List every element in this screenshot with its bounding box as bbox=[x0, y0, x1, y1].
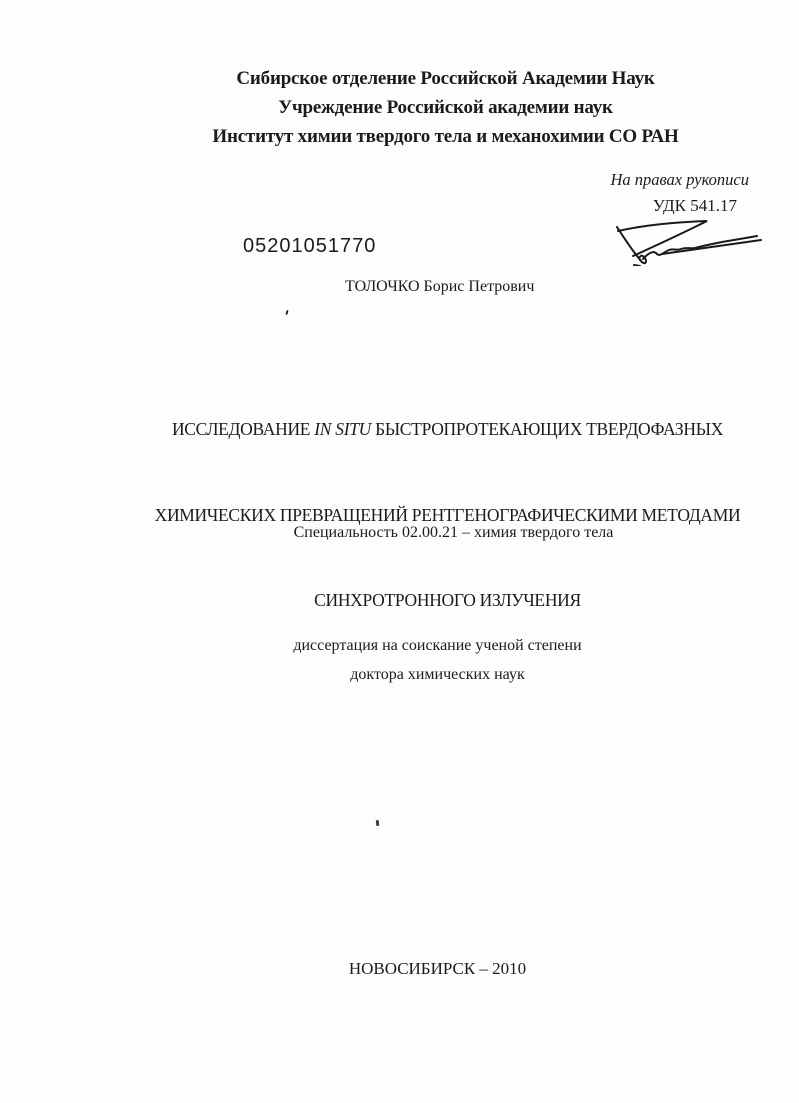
title-line-1-insitu: IN SITU bbox=[314, 419, 372, 439]
thesis-type-line-2: доктора химических наук bbox=[350, 666, 525, 683]
thesis-type-line-1: диссертация на соискание ученой степени bbox=[293, 637, 582, 654]
organization-line-2: Учреждение Российской академии наук bbox=[278, 97, 613, 118]
dissertation-title bbox=[48, 358, 799, 643]
registration-number: 05201051770 bbox=[243, 235, 377, 257]
udc-code: УДК 541.17 bbox=[652, 196, 737, 215]
signature-icon bbox=[610, 214, 765, 271]
organization-line-1: Сибирское отделение Российской Академии Наук bbox=[236, 68, 655, 89]
ink-speck-dot bbox=[376, 820, 380, 826]
title-line-1-post: БЫСТРОПРОТЕКАЮЩИХ ТВЕРДОФАЗНЫХ bbox=[371, 419, 724, 439]
title-line-3: СИНХРОТРОННОГО ИЗЛУЧЕНИЯ bbox=[314, 590, 581, 610]
organization-header bbox=[46, 64, 799, 151]
ink-speck-comma bbox=[285, 310, 288, 315]
title-line-1-pre: ИССЛЕДОВАНИЕ bbox=[171, 419, 315, 439]
manuscript-rights-note: На правах рукописи bbox=[610, 170, 749, 189]
specialty-line: Специальность 02.00.21 – химия твердого тела bbox=[293, 524, 614, 541]
title-line-2: ХИМИЧЕСКИХ ПРЕВРАЩЕНИЙ РЕНТГЕНОГРАФИЧЕСКИМИ МЕТОДАМИ bbox=[154, 504, 741, 525]
thesis-type bbox=[38, 631, 799, 689]
title-line-1 bbox=[48, 415, 799, 444]
author-name: ТОЛОЧКО Борис Петрович bbox=[345, 278, 535, 295]
organization-line-3: Институт химии твердого тела и механохимии СО РАН bbox=[212, 126, 679, 147]
city-year-line: НОВОСИБИРСК – 2010 bbox=[348, 959, 527, 978]
